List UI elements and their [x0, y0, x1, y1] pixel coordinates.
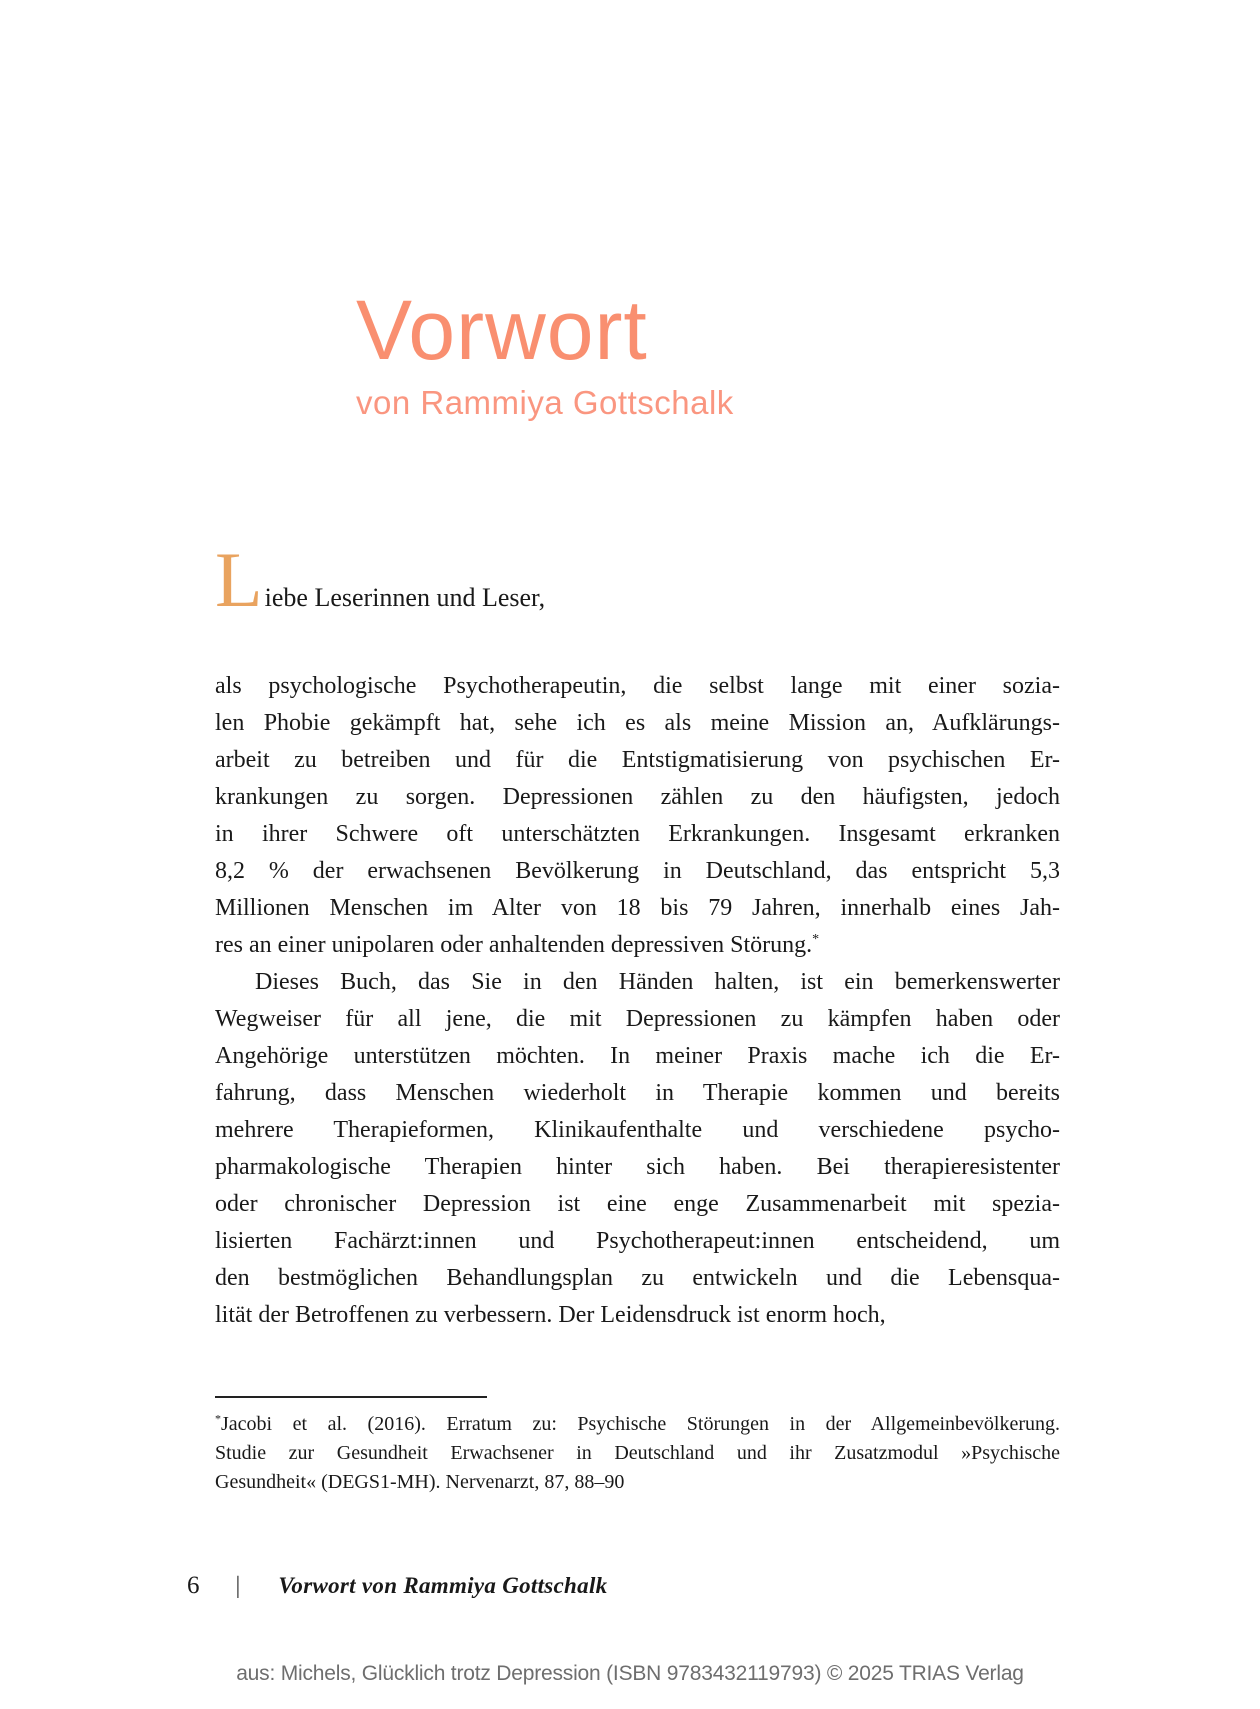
salutation-text: iebe Leserinnen und Leser, — [264, 583, 546, 612]
footnote-line — [215, 1410, 1060, 1439]
chapter-title-block — [356, 283, 734, 422]
body-line — [215, 927, 1060, 964]
body-line: pharmakologische Therapien hinter sich haben. Bei therapieresistenter — [215, 1154, 1060, 1180]
footer-divider: | — [235, 1573, 241, 1599]
body-line: oder chronischer Depression ist eine enge Zusammenarbeit mit spezia- — [215, 1191, 1060, 1217]
footnote-reference-marker: * — [812, 932, 820, 947]
body-line: lität der Betroffenen zu verbessern. Der Leidensdruck ist enorm hoch, — [215, 1302, 886, 1328]
body-text — [215, 668, 1060, 1334]
body-line: lisierten Fachärzt:innen und Psychotherapeut:innen entscheidend, um — [215, 1228, 1060, 1254]
copyright-line: aus: Michels, Glücklich trotz Depression (ISBN 9783432119793) © 2025 TRIAS Verlag — [236, 1662, 1024, 1685]
body-line: fahrung, dass Menschen wiederholt in Therapie kommen und bereits — [215, 1080, 1060, 1106]
footnote-line: Gesundheit« (DEGS1-MH). Nervenarzt, 87, 88–90 — [215, 1471, 625, 1493]
footnote-line: Studie zur Gesundheit Erwachsener in Deutschland und ihr Zusatzmodul »Psychische — [215, 1442, 1060, 1464]
footer-chapter-title: Vorwort von Rammiya Gottschalk — [278, 1573, 608, 1598]
body-line: Wegweiser für all jene, die mit Depressionen zu kämpfen haben oder — [215, 1006, 1060, 1032]
page-number: 6 — [187, 1572, 200, 1599]
footnote-separator-rule — [215, 1396, 487, 1398]
body-line: arbeit zu betreiben und für die Entstigmatisierung von psychischen Er- — [215, 747, 1060, 773]
body-line: als psychologische Psychotherapeutin, die selbst lange mit einer sozia- — [215, 673, 1060, 699]
footnote-line-text: Jacobi et al. (2016). Erratum zu: Psychische Störungen in der Allgemeinbevölkerung. — [221, 1413, 1060, 1435]
body-line: len Phobie gekämpft hat, sehe ich es als meine Mission an, Aufklärungs- — [215, 710, 1060, 736]
body-line: 8,2 % der erwachsenen Bevölkerung in Deutschland, das entspricht 5,3 — [215, 858, 1060, 884]
footnote — [215, 1410, 1060, 1497]
body-line: mehrere Therapieformen, Klinikaufenthalte und verschiedene psycho- — [215, 1117, 1060, 1143]
page-title: Vorwort — [356, 283, 648, 377]
salutation-line — [215, 536, 546, 630]
page-footer — [187, 1572, 607, 1600]
body-line: in ihrer Schwere oft unterschätzten Erkrankungen. Insgesamt erkranken — [215, 821, 1060, 847]
body-line: Millionen Menschen im Alter von 18 bis 79 Jahren, innerhalb eines Jah- — [215, 895, 1060, 921]
body-line-text: res an einer unipolaren oder anhaltenden depressiven Störung. — [215, 932, 813, 958]
drop-cap: L — [215, 536, 263, 623]
body-line: den bestmöglichen Behandlungsplan zu entwickeln und die Lebensqua- — [215, 1265, 1060, 1291]
page-subtitle: von Rammiya Gottschalk — [356, 384, 734, 421]
footnote-marker: * — [215, 1411, 221, 1426]
body-line: Angehörige unterstützen möchten. In meiner Praxis mache ich die Er- — [215, 1043, 1060, 1069]
body-line: krankungen zu sorgen. Depressionen zählen zu den häufigsten, jedoch — [215, 784, 1060, 810]
body-line: Dieses Buch, das Sie in den Händen halten, ist ein bemerkenswerter — [255, 969, 1060, 995]
